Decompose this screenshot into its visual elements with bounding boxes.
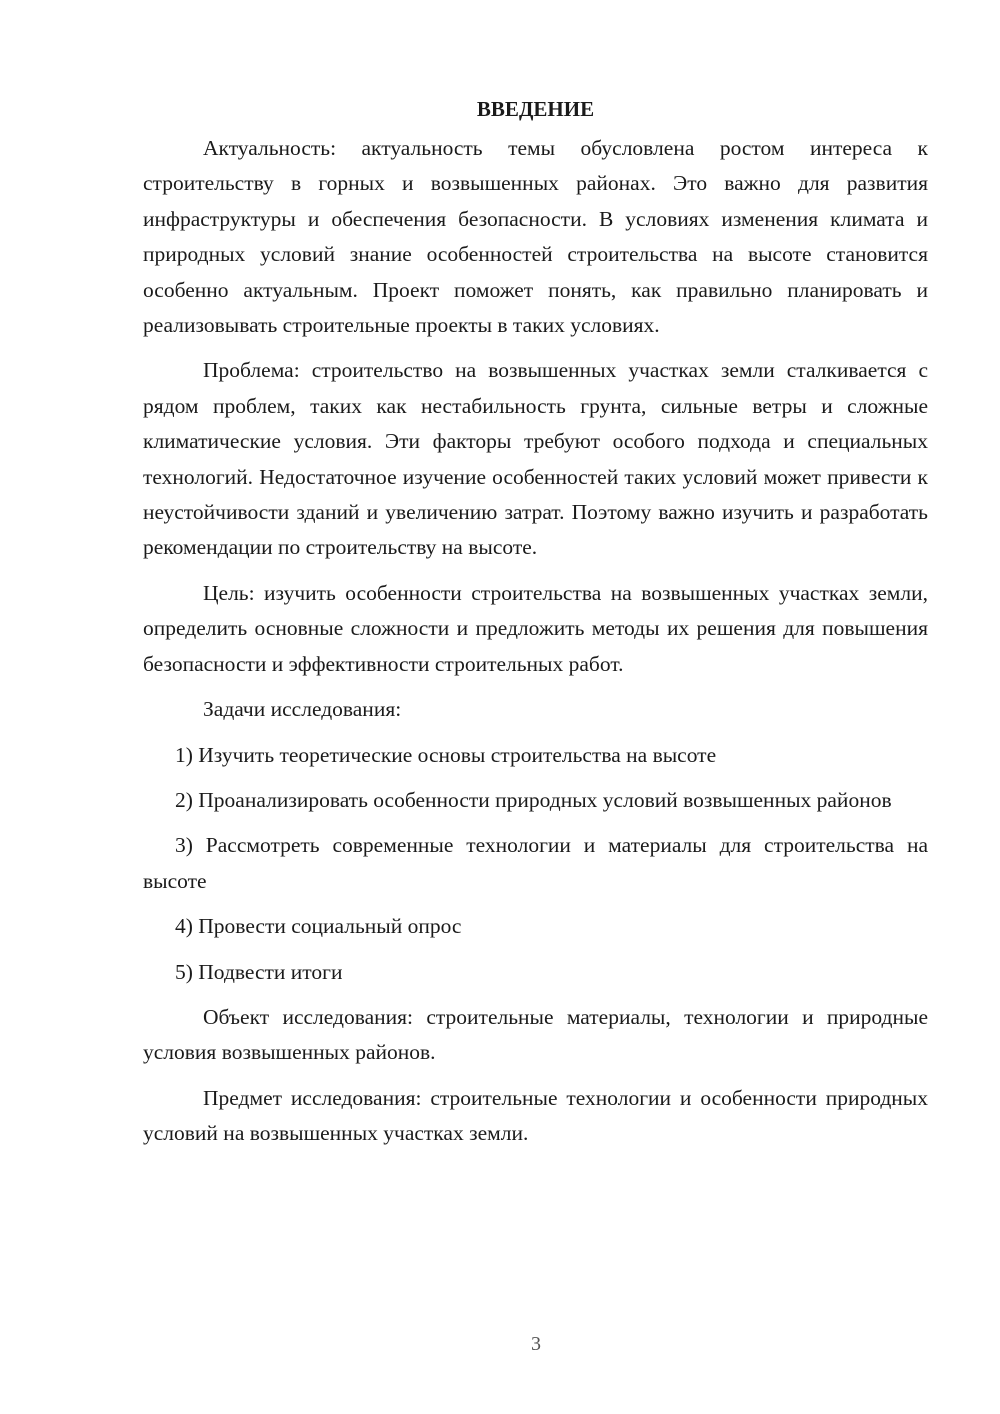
task-item-1: 1) Изучить теоретические основы строительства на высоте (175, 742, 717, 767)
task-item-4: 4) Провести социальный опрос (175, 914, 462, 939)
section-title: ВВЕДЕНИЕ (476, 97, 595, 121)
paragraph-relevance: Актуальность: актуальность темы обусловлена ростом интереса к строительству в горных и возвышенных районах. Это важно для развития инфраструктуры и обеспечения безопасности. В условиях изменения климата и природных условий знание особенностей строительства на высоте становится особенно актуальным. Проект поможет понять, как правильно планировать и реализовывать строительные проекты в таких условиях. (143, 136, 928, 338)
task-item-5: 5) Подвести итоги (175, 959, 343, 984)
paragraph-object: Объект исследования: строительные материалы, технологии и природные условия возвышенных районов. (143, 1004, 928, 1065)
paragraph-problem: Проблема: строительство на возвышенных участках земли сталкивается с рядом проблем, таких как нестабильность грунта, сильные ветры и сложные климатические условия. Эти факторы требуют особого подхода и специальных технологий. Недостаточное изучение особенностей таких условий может привести к неустойчивости зданий и увеличению затрат. Поэтому важно изучить и разработать рекомендации по строительству на высоте. (143, 358, 928, 560)
page-number: 3 (531, 1333, 541, 1355)
paragraph-subject: Предмет исследования: строительные технологии и особенности природных условий на возвышенных участках земли. (143, 1085, 928, 1146)
tasks-heading: Задачи исследования: (203, 697, 402, 722)
task-item-2: 2) Проанализировать особенности природных условий возвышенных районов (175, 787, 892, 812)
task-item-3: 3) Рассмотреть современные технологии и материалы для строительства на высоте (143, 833, 928, 893)
document-page (143, 92, 928, 1162)
paragraph-goal: Цель: изучить особенности строительства на возвышенных участках земли, определить основные сложности и предложить методы их решения для повышения безопасности и эффективности строительных работ. (143, 580, 928, 676)
